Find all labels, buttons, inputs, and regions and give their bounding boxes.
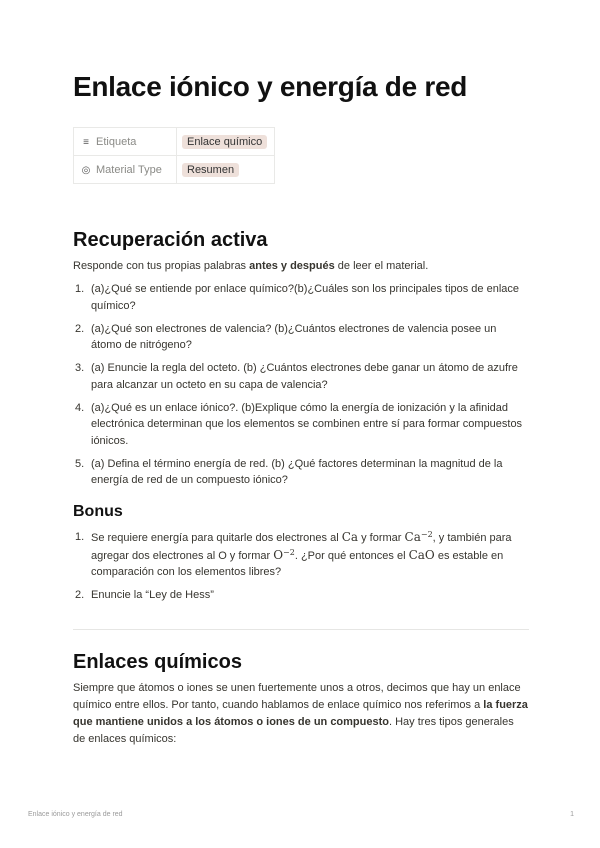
intro-bold: antes y después xyxy=(249,260,335,272)
section-heading-recuperacion: Recuperación activa xyxy=(73,229,268,251)
bonus-text: . ¿Por qué entonces el xyxy=(294,549,409,562)
target-icon: ◎ xyxy=(81,164,91,176)
list-item: 3. (a) Enuncie la regla del octeto. (b) ¿Cuántos electrones debe ganar un átomo de azufre para alcanzar un octeto en su capa de valencia? xyxy=(75,362,518,391)
formula-o-ion: $O^{-2}$ xyxy=(273,547,295,562)
property-key-cell xyxy=(74,128,177,156)
bonus-text: y formar xyxy=(358,532,405,544)
property-value-cell xyxy=(177,128,275,156)
list-item: 2. (a)¿Qué son electrones de valencia? (b)¿Cuántos electrones de valencia posee un átomo de nitrógeno? xyxy=(75,322,497,351)
page-footer xyxy=(28,811,574,818)
property-row-material-type xyxy=(74,156,275,184)
footer-title: Enlace iónico y energía de red xyxy=(28,811,123,818)
paragraph-text: Siempre que átomos o iones se unen fuertemente unos a otros, decimos que hay un enlace químico entre ellos. Por tanto, cuando hablamos de enlace químico nos referimos a xyxy=(73,682,521,711)
question-text: (a)¿Qué es un enlace iónico?. (b)Explique cómo la energía de ionización y la afinidad electrónica determinan que los elementos se combinen entre sí para formar compuestos iónicos. xyxy=(91,401,523,447)
charge-superscript: −2 xyxy=(420,530,433,539)
property-key: Material Type xyxy=(96,163,162,176)
bonus-text: Se requiere energía para quitarle dos electrones al xyxy=(91,532,342,544)
list-item: 4. (a)¿Qué es un enlace iónico?. (b)Explique cómo la energía de ionización y la afinidad electrónica determinan que los elementos se combinen entre sí para formar compuestos iónicos. xyxy=(75,401,523,447)
list-icon: ≡ xyxy=(83,136,89,148)
section-paragraph xyxy=(73,680,529,748)
intro-text: Responde con tus propias palabras xyxy=(73,260,250,272)
question-text: (a)¿Qué son electrones de valencia? (b)¿Cuántos electrones de valencia posee un átomo de nitrógeno? xyxy=(91,322,497,351)
question-list xyxy=(73,281,529,495)
tag-enlace-quimico[interactable]: Enlace químico xyxy=(182,135,267,149)
charge-superscript: −2 xyxy=(283,547,295,557)
paragraph-bold: la fuerza que mantiene unidos a los átomos o iones de un compuesto xyxy=(73,699,528,728)
section-intro xyxy=(73,258,529,275)
formula-ca: Ca xyxy=(341,530,359,544)
property-key: Etiqueta xyxy=(96,135,137,148)
properties-table xyxy=(73,127,275,184)
divider xyxy=(73,629,529,630)
question-text: (a) Enuncie la regla del octeto. (b) ¿Cuántos electrones debe ganar un átomo de azufre para alcanzar un octeto en su capa de valencia? xyxy=(91,362,518,391)
tag-resumen[interactable]: Resumen xyxy=(182,163,239,177)
property-value-cell xyxy=(177,156,275,184)
property-row-etiqueta xyxy=(74,128,275,156)
section-heading-bonus: Bonus xyxy=(73,503,123,520)
formula-cao: CaO xyxy=(408,547,435,562)
property-key-cell xyxy=(74,156,177,184)
bonus-text: es estable en comparación con los elementos libres? xyxy=(91,549,504,578)
question-text: (a)¿Qué se entiende por enlace químico?(b)¿Cuáles son los principales tipos de enlace químico? xyxy=(91,283,520,312)
question-text: (a) Defina el término energía de red. (b) ¿Qué factores determinan la magnitud de la energía de red de un compuesto iónico? xyxy=(91,457,503,486)
section-heading-enlaces: Enlaces químicos xyxy=(73,651,242,673)
list-item: 1. (a)¿Qué se entiende por enlace químico?(b)¿Cuáles son los principales tipos de enlace químico? xyxy=(75,283,520,312)
list-item: 1. Se requiere energía para quitarle dos electrones al Ca y formar $Ca^{-2}$, y también para agregar dos electrones al O y formar $O^{-2}$. ¿Por qué entonces el CaO es estable en comparación con los elementos libres? xyxy=(75,530,512,578)
page-title: Enlace iónico y energía de red xyxy=(73,71,468,102)
page-number: 1 xyxy=(570,811,574,818)
bonus-list xyxy=(73,529,529,610)
bonus-text: , y también para agregar dos electrones al O y formar xyxy=(91,532,512,562)
list-item: 2. Enuncie la “Ley de Hess” xyxy=(75,589,214,601)
intro-text-end: de leer el material. xyxy=(334,260,429,272)
list-item: 5. (a) Defina el término energía de red. (b) ¿Qué factores determinan la magnitud de la energía de red de un compuesto iónico? xyxy=(75,457,503,486)
bonus-text: Enuncie la “Ley de Hess” xyxy=(91,589,214,601)
paragraph-text-end: . Hay tres tipos generales de enlaces químicos: xyxy=(73,716,514,745)
formula-ca-ion: $Ca^{-2}$ xyxy=(404,530,433,544)
